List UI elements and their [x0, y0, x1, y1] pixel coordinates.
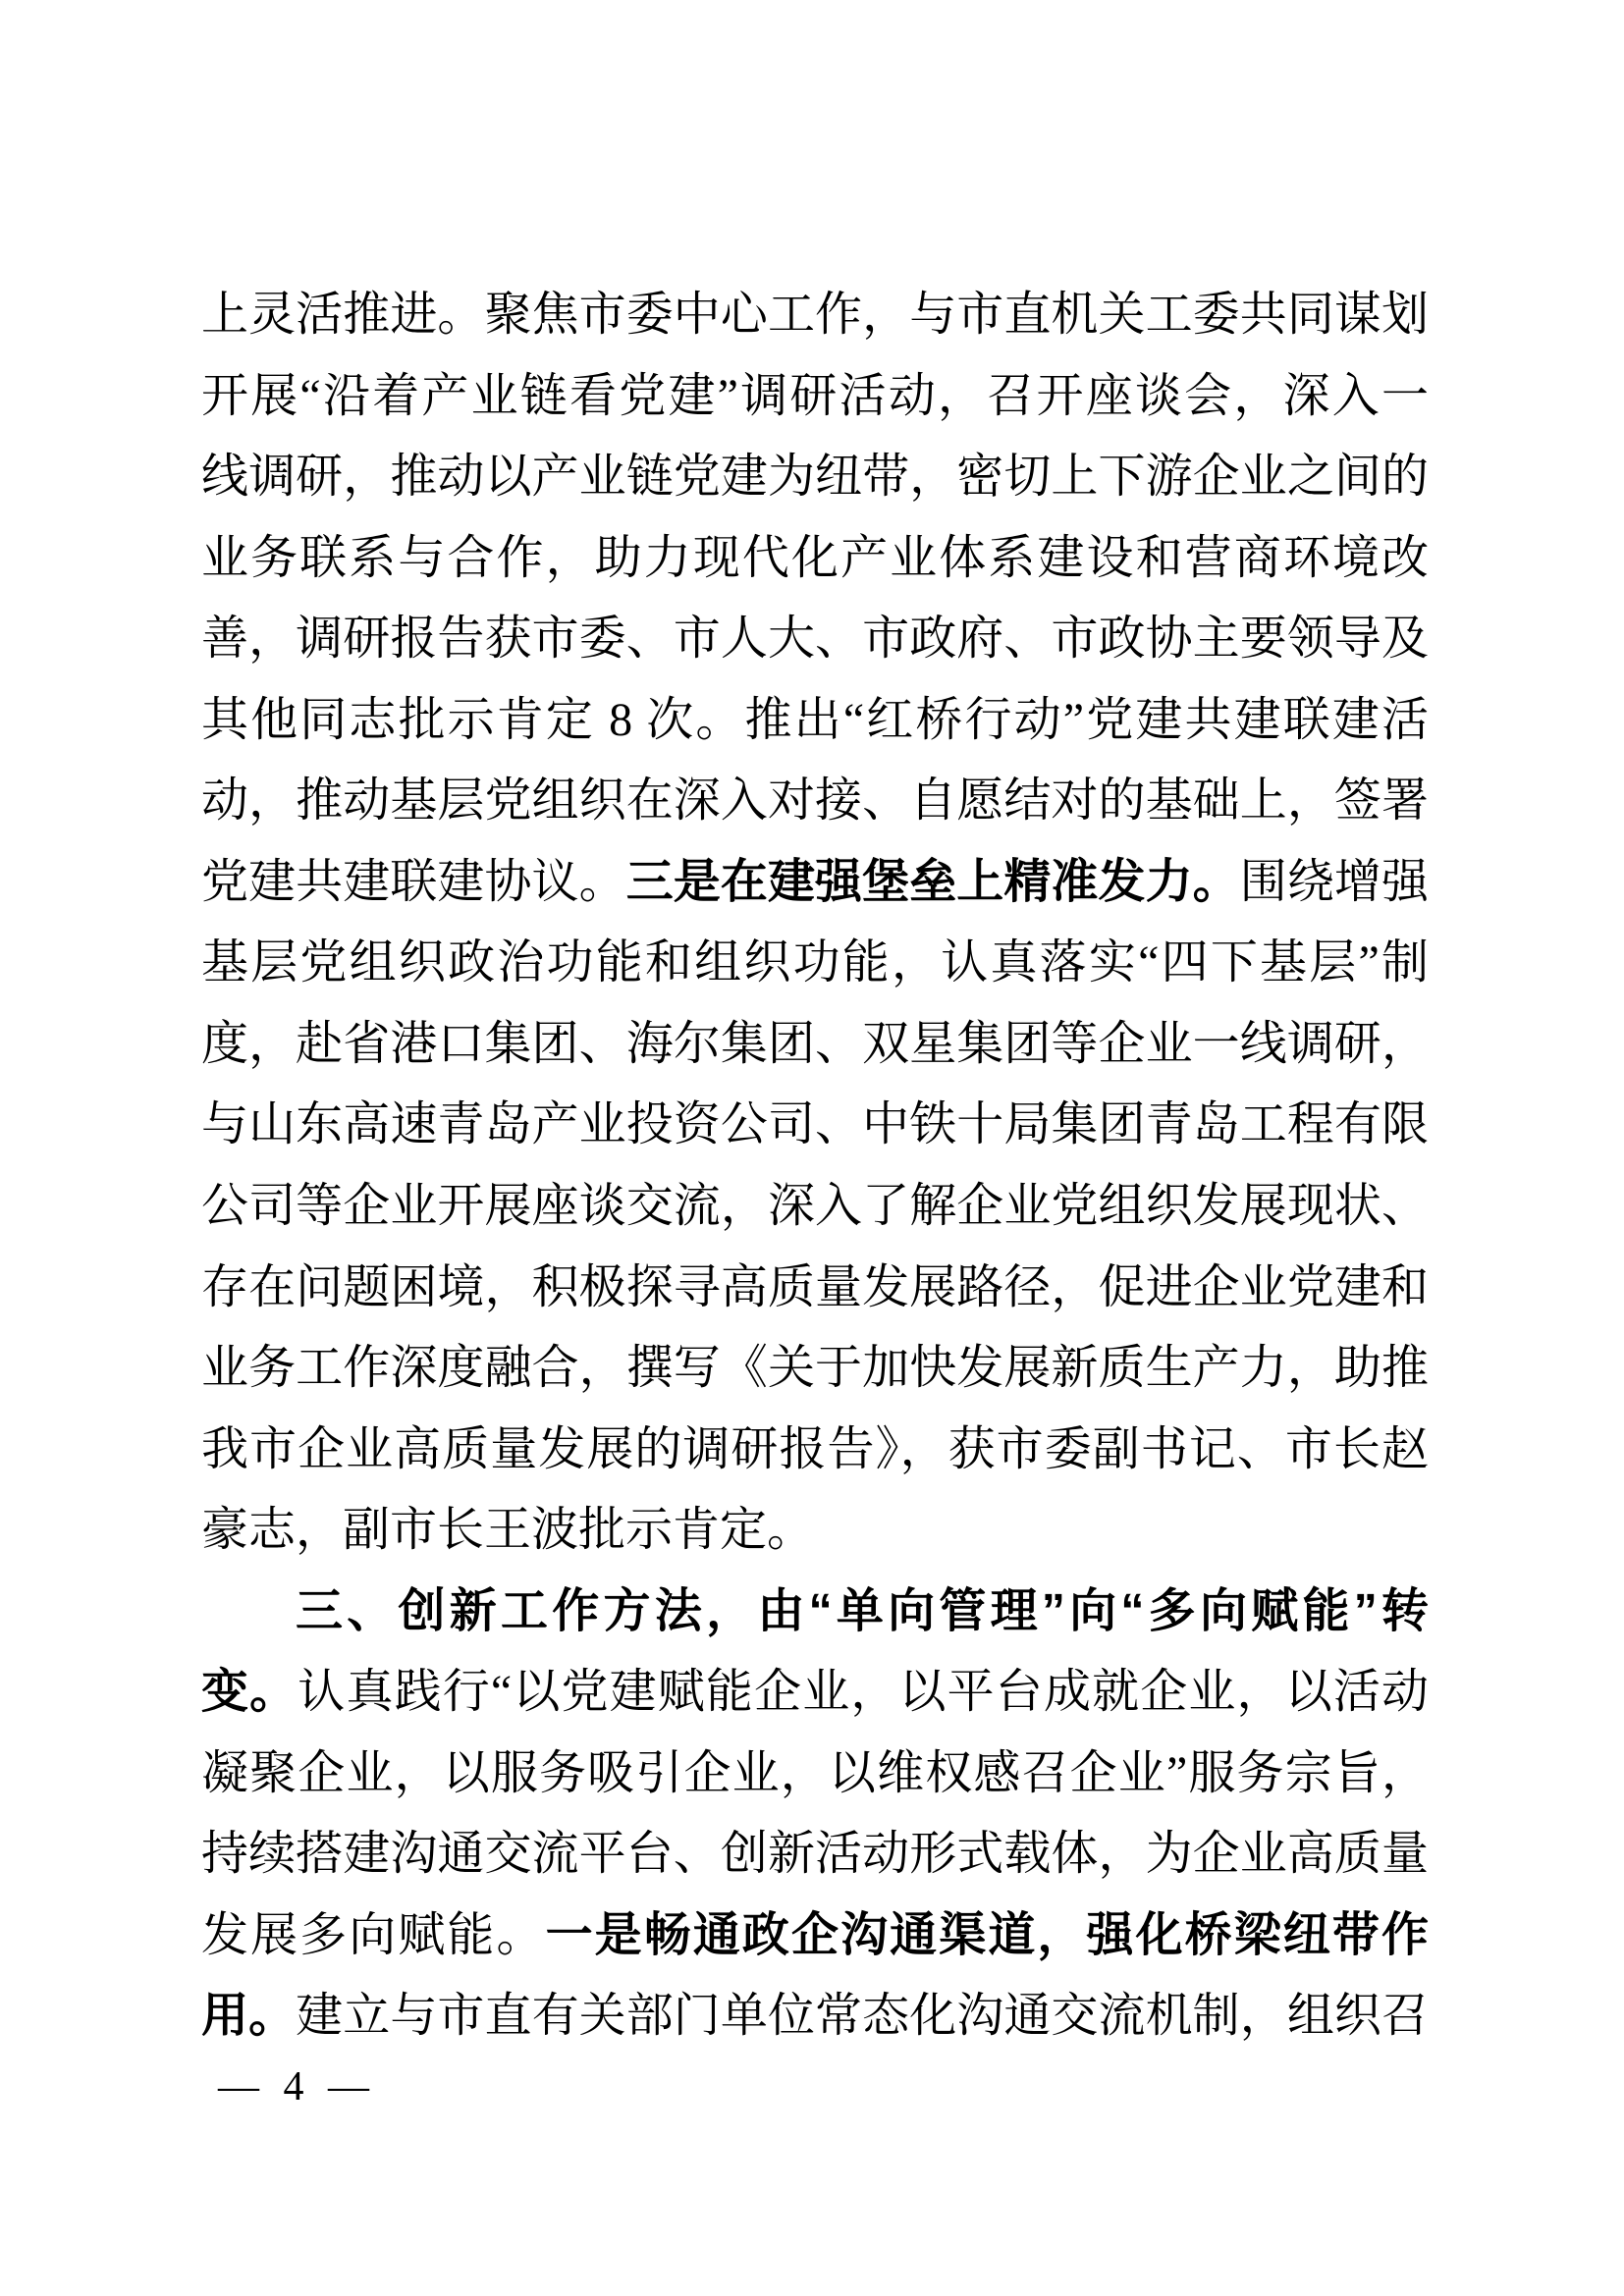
text-segment: 业务工作深度融合，撰写《关于加快发展新质生产力，助推: [201, 1342, 1429, 1395]
text-segment: 公司等企业开展座谈交流，深入了解企业党组织发展现状、: [201, 1180, 1429, 1233]
text-line: [201, 1085, 1429, 1166]
text-line: [201, 1896, 1429, 1977]
text-line: [201, 1734, 1429, 1815]
text-segment: 线调研，推动以产业链党建为纽带，密切上下游企业之间的: [201, 451, 1429, 504]
text-segment: 围绕增强: [1239, 855, 1429, 908]
section-heading-segment: 三、创新工作方法，由“单向管理”向“多向赋能”转: [296, 1584, 1429, 1637]
text-segment: 豪志，副市长王波批示肯定。: [201, 1504, 815, 1557]
text-segment: 党建共建联建协议。: [201, 855, 626, 908]
text-line: [201, 842, 1429, 924]
text-line: [201, 356, 1429, 438]
text-segment: 我市企业高质量发展的调研报告》，获市委副书记、市长赵: [201, 1422, 1429, 1475]
text-line: [201, 1652, 1429, 1734]
text-segment: 与山东高速青岛产业投资公司、中铁十局集团青岛工程有限: [201, 1098, 1429, 1151]
text-line: [201, 437, 1429, 518]
text-line: [201, 1814, 1429, 1896]
text-segment: 善，调研报告获市委、市人大、市政府、市政协主要领导及: [201, 613, 1429, 666]
emphasis-segment: 三是在建强堡垒上精准发力。: [625, 855, 1240, 908]
section-heading-line: [201, 1572, 1429, 1653]
text-line: [201, 923, 1429, 1004]
text-line: [201, 1248, 1429, 1329]
text-segment: 业务联系与合作，助力现代化产业体系建设和营商环境改: [201, 531, 1429, 584]
text-line: [201, 680, 1429, 762]
text-line: [201, 761, 1429, 842]
text-segment: 认真践行“以党建赋能企业，以平台成就企业，以活动: [298, 1666, 1429, 1719]
emphasis-segment: 一是畅通政企沟通渠道，强化桥梁纽带作: [545, 1908, 1429, 1961]
text-line: [201, 1328, 1429, 1410]
emphasis-segment: 用。: [201, 1990, 297, 2043]
text-segment: 建立与市直有关部门单位常态化沟通交流机制，组织召: [296, 1990, 1429, 2043]
text-segment: 开展“沿着产业链看党建”调研活动，召开座谈会，深入一: [201, 369, 1429, 422]
text-segment: 动，推动基层党组织在深入对接、自愿结对的基础上，签署: [201, 774, 1429, 828]
text-line: [201, 1410, 1429, 1491]
text-line: [201, 599, 1429, 680]
paragraph-end-line: [201, 1490, 1429, 1572]
text-segment: 其他同志批示肯定 8 次。推出“红桥行动”党建共建联建活: [201, 693, 1429, 746]
text-line: [201, 518, 1429, 600]
page-number: — 4 —: [218, 2064, 369, 2109]
section-heading-segment: 变。: [201, 1666, 298, 1719]
text-block: [201, 275, 1429, 2057]
text-segment: 凝聚企业，以服务吸引企业，以维权感召企业”服务宗旨，: [201, 1746, 1429, 1799]
text-segment: 持续搭建沟通交流平台、创新活动形式载体，为企业高质量: [201, 1828, 1429, 1881]
text-segment: 上灵活推进。聚焦市委中心工作，与市直机关工委共同谋划: [201, 289, 1429, 341]
text-line: [201, 1004, 1429, 1086]
text-segment: 存在问题困境，积极探寻高质量发展路径，促进企业党建和: [201, 1260, 1429, 1313]
text-segment: 发展多向赋能。: [201, 1908, 546, 1961]
text-segment: 度，赴省港口集团、海尔集团、双星集团等企业一线调研，: [201, 1017, 1429, 1070]
text-segment: 基层党组织政治功能和组织功能，认真落实“四下基层”制: [201, 936, 1429, 989]
text-line: [201, 1976, 1429, 2057]
text-line: [201, 1166, 1429, 1248]
text-line: [201, 275, 1429, 356]
